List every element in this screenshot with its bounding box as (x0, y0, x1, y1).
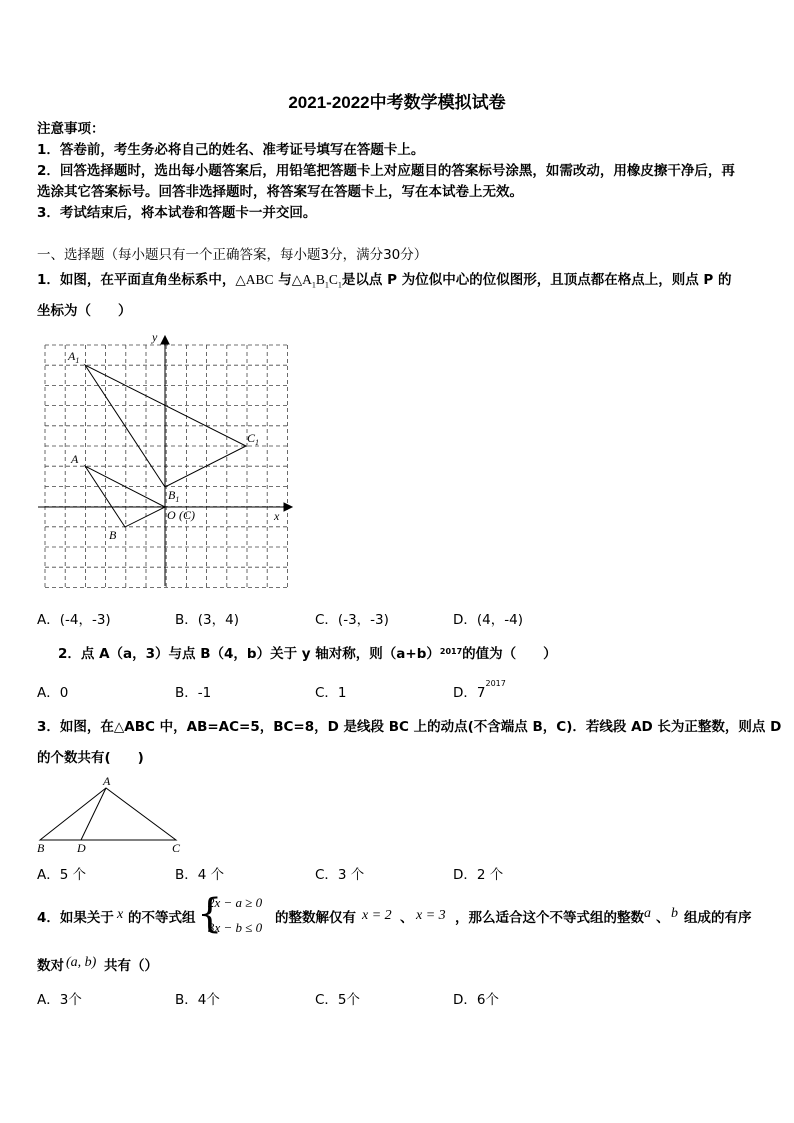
y-axis-arrow (161, 336, 169, 344)
label-a1: $A_1$ (68, 349, 80, 365)
notice-heading: 注意事项： (37, 121, 105, 137)
q2-text-a: 2．点 A（a，3）与点 B（4，b）关于 y 轴对称，则（a+b） (58, 646, 440, 662)
q4-solution-1: x = 2 (362, 908, 392, 923)
q4-option-c[interactable]: C．5个 (315, 992, 361, 1008)
q4-var-x: x (117, 907, 124, 922)
q4-text-d: ，那么适合这个不等式组的整数 (455, 910, 644, 926)
q4-var-b: b (671, 906, 678, 921)
notice-line-2: 2．回答选择题时，选出每小题答案后，用铅笔把答题卡上对应题目的答案标号涂黑，如需改动，用橡皮擦干净后，再 (37, 163, 735, 179)
q4-option-a[interactable]: A．3个 (37, 992, 82, 1008)
notice-line-3: 选涂其它答案标号。回答非选择题时，将答案写在答题卡上，写在本试卷上无效。 (37, 184, 523, 200)
section-heading: 一、选择题（每小题只有一个正确答案，每小题3分，满分30分） (37, 247, 428, 263)
q4-ordered-pair: (a, b) (66, 955, 97, 970)
x-axis-label: x (274, 509, 280, 523)
q4-option-b[interactable]: B．4个 (175, 992, 220, 1008)
label-a: A (71, 452, 79, 466)
q4-line2-b: 共有（） (104, 958, 158, 974)
q4-system-brace: { (197, 891, 223, 937)
q4-line2-a: 数对 (37, 958, 64, 974)
q2-exponent: 2017 (439, 647, 463, 656)
exam-title: 2021-2022中考数学模拟试卷 (288, 93, 506, 112)
q1-text-c: 是以点 P 为位似中心的位似图形，且顶点都在格点上，则点 P 的 (341, 272, 732, 288)
q4-text-a: 4．如果关于 (37, 910, 114, 926)
label-b1: $B_1$ (168, 488, 180, 504)
q3-option-a[interactable]: A．5 个 (37, 867, 87, 883)
q3-option-d[interactable]: D．2 个 (453, 867, 504, 883)
q2-option-c[interactable]: C．1 (315, 685, 347, 701)
triangle-abc-q3 (40, 788, 176, 840)
label-o: O (167, 508, 176, 522)
triangle-abc (85, 466, 165, 527)
q3-stem-line1: 3．如图，在△ABC 中，AB=AC=5，BC=8，D 是线段 BC 上的动点(不含端点 B，C)．若线段 AD 长为正整数，则点 D (37, 719, 782, 735)
notice-line-4: 3．考试结束后，将本试卷和答题卡一并交回。 (37, 205, 317, 221)
q2-text-b: 的值为（ ） (462, 646, 557, 662)
q3-option-b[interactable]: B．4 个 (175, 867, 225, 883)
label-b: B (109, 528, 117, 542)
q2-option-b[interactable]: B．-1 (175, 685, 212, 701)
q4-inequality-1: 2x − a ≥ 0 (208, 895, 263, 910)
q4-text-f: 组成的有序 (684, 910, 752, 926)
q2-option-a[interactable]: A．0 (37, 685, 69, 701)
x-axis-arrow (284, 503, 292, 511)
q3-label-c: C (172, 841, 181, 855)
q1-option-a[interactable]: A．(-4，-3) (37, 612, 111, 628)
q4-solution-2: x = 3 (416, 908, 446, 923)
label-c: (C) (179, 508, 195, 522)
q1-option-c[interactable]: C．(-3，-3) (315, 612, 389, 628)
q3-label-b: B (37, 841, 45, 855)
label-c1: $C_1$ (247, 431, 260, 447)
q1-text-a: 1．如图，在平面直角坐标系中， (37, 272, 236, 288)
q4-text-e: 、 (656, 910, 670, 926)
q2-option-d-exponent: 2017 (485, 679, 506, 688)
q4-text-c: 的整数解仅有 (275, 910, 356, 926)
q3-stem-line2: 的个数共有( ) (37, 750, 144, 766)
q3-triangle-figure (30, 775, 200, 855)
segment-ad (81, 788, 106, 840)
q3-label-d: D (77, 841, 86, 855)
q2-option-d[interactable]: D．$7^{2017}$ (453, 679, 506, 701)
q1-option-b[interactable]: B．(3，4) (175, 612, 239, 628)
q4-text-b: 的不等式组 (128, 910, 196, 926)
q3-option-c[interactable]: C．3 个 (315, 867, 365, 883)
q2-stem (58, 645, 557, 663)
q4-separator: 、 (400, 910, 414, 926)
q1-text-b: 与 (273, 272, 292, 288)
q1-grid (45, 345, 287, 587)
q1-triangle-abc: △ABC (235, 272, 274, 287)
y-axis-label: y (152, 330, 158, 344)
q3-label-a: A (103, 775, 111, 788)
q4-var-a: a (644, 906, 651, 921)
q1-stem-line2: 坐标为（ ） (37, 303, 132, 319)
q4-option-d[interactable]: D．6个 (453, 992, 499, 1008)
notice-line-1: 1．答卷前，考生务必将自己的姓名、准考证号填写在答题卡上。 (37, 142, 425, 158)
q4-inequality-2: 3x − b ≤ 0 (208, 920, 263, 935)
q1-triangle-a1b1c1: $\triangle A_1B_1C_1$ (291, 272, 342, 290)
q1-option-d[interactable]: D．(4，-4) (453, 612, 523, 628)
